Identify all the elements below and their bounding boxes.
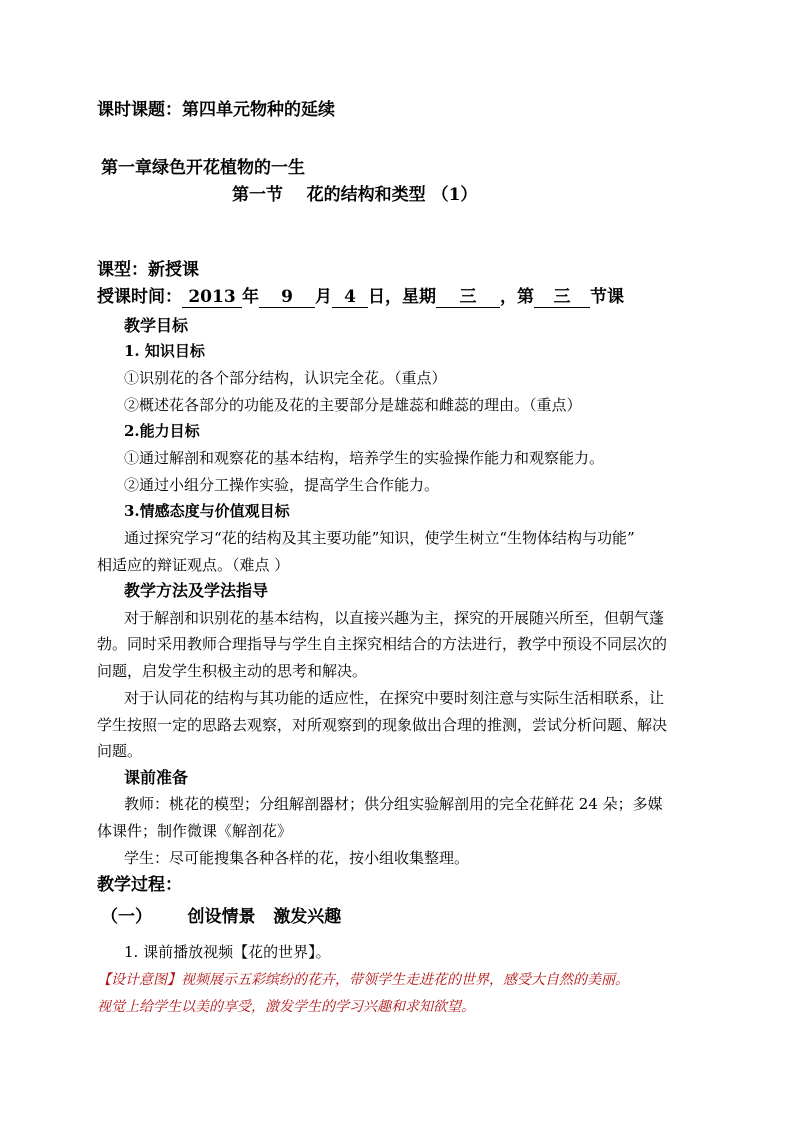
methods-p2-line3: 问题。: [97, 742, 143, 760]
objectives-title: 教学目标: [124, 316, 189, 335]
methods-p1-line2: 勃。同时采用教师合理指导与学生自主探究相结合的方法进行，教学中预设不同层次的: [97, 635, 668, 653]
methods-title: 教学方法及学法指导: [124, 581, 269, 600]
process-title: 教学过程：: [97, 875, 182, 895]
prep-teacher-line1: 教师：桃花的模型；分组解剖器材；供分组实验解剖用的完全花鲜花 24 朵；多媒: [124, 795, 663, 813]
knowledge-title: 1. 知识目标: [124, 342, 205, 360]
knowledge-item-2: ②概述花各部分的功能及花的主要部分是雄蕊和雌蕊的理由。（重点）: [124, 396, 582, 414]
knowledge-item-1: ①识别花的各个部分结构，认识完全花。（重点）: [124, 369, 447, 387]
step1-item: 1. 课前播放视频【花的世界】。: [124, 943, 331, 961]
time-label: 授课时间：: [97, 287, 182, 307]
prep-title: 课前准备: [124, 768, 189, 787]
step1-title: （一） 创设情景 激发兴趣: [101, 907, 342, 927]
lesson-topic: 课时课题：第四单元物种的延续: [97, 100, 335, 120]
period-prefix: ，第: [500, 287, 534, 307]
section-title: 第一节 花的结构和类型 （1）: [232, 185, 478, 205]
day-value: 4: [332, 289, 368, 308]
prep-teacher-line2: 体课件；制作微课《解剖花》: [97, 822, 293, 840]
design-intent-line1: 【设计意图】视频展示五彩缤纷的花卉，带领学生走进花的世界，感受大自然的美丽。: [97, 972, 629, 988]
methods-p2-line1: 对于认同花的结构与其功能的适应性，在探究中要时刻注意与实际生活相联系，让: [124, 689, 665, 707]
emotion-line-1: 通过探究学习“花的结构及其主要功能”知识，使学生树立“生物体结构与功能”: [124, 529, 635, 547]
ability-item-2: ②通过小组分工操作实验，提高学生合作能力。: [124, 476, 440, 494]
year-value: 2013: [182, 289, 242, 308]
ability-title: 2.能力目标: [124, 422, 200, 440]
chapter-title: 第一章绿色开花植物的一生: [101, 158, 305, 178]
month-unit: 月: [315, 287, 332, 307]
year-unit: 年: [242, 287, 259, 307]
prep-student: 学生：尽可能搜集各种各样的花，按小组收集整理。: [124, 849, 470, 867]
lesson-time: [97, 289, 624, 308]
month-value: 9: [259, 289, 315, 308]
methods-p1-line3: 问题，启发学生积极主动的思考和解决。: [97, 662, 368, 680]
methods-p2-line2: 学生按照一定的思路去观察，对所观察到的现象做出合理的推测，尝试分析问题、解决: [97, 716, 668, 734]
ability-item-1: ①通过解剖和观察花的基本结构，培养学生的实验操作能力和观察能力。: [124, 449, 605, 467]
weekday-value: 三: [436, 289, 500, 308]
period-value: 三: [534, 289, 590, 308]
day-unit: 日，星期: [368, 287, 436, 307]
methods-p1-line1: 对于解剖和识别花的基本结构，以直接兴趣为主，探究的开展随兴所至，但朝气蓬: [124, 609, 665, 627]
emotion-title: 3.情感态度与价值观目标: [124, 502, 290, 520]
lesson-type: 课型：新授课: [97, 260, 199, 280]
period-suffix: 节课: [590, 287, 624, 307]
emotion-line-2: 相适应的辩证观点。（难点 ）: [97, 556, 290, 574]
design-intent-line2: 视觉上给学生以美的享受，激发学生的学习兴趣和求知欲望。: [97, 999, 475, 1015]
